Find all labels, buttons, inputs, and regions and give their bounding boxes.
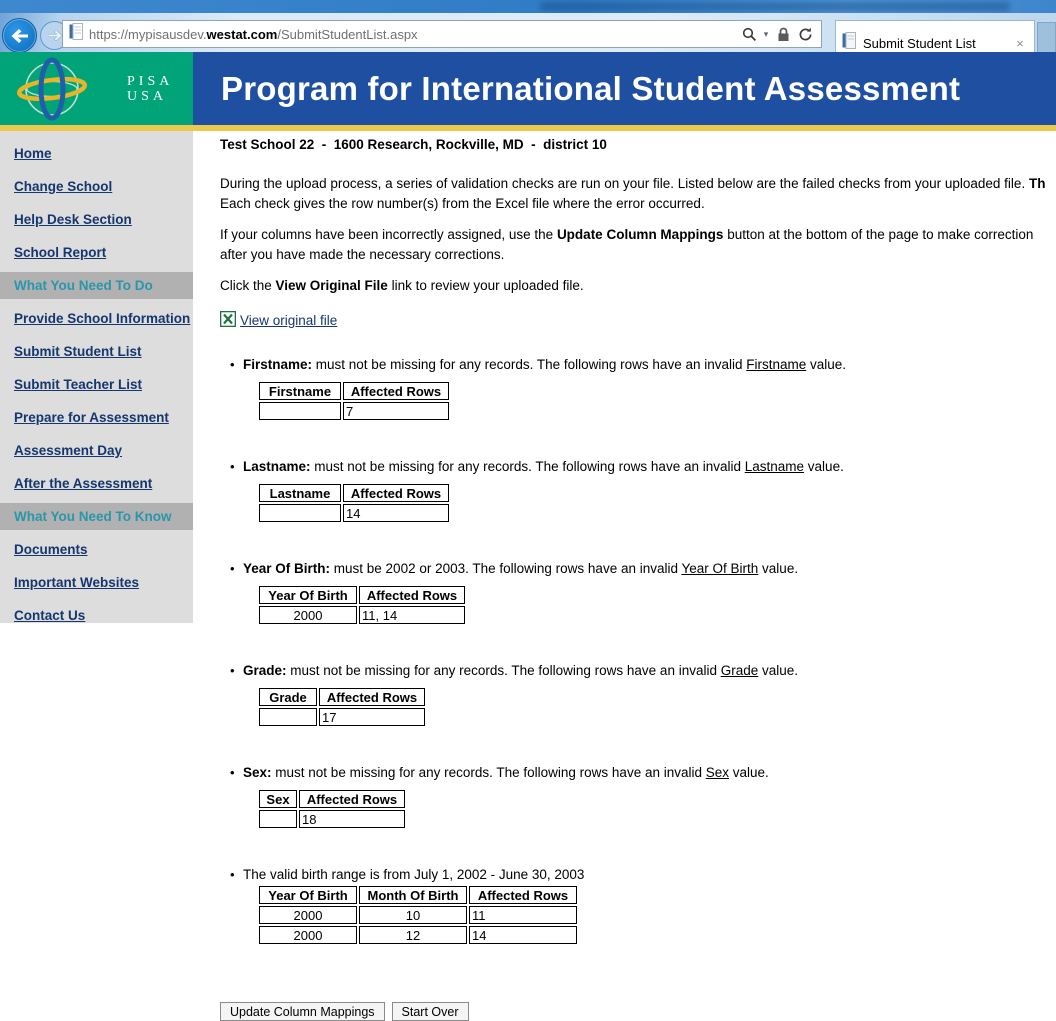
- sidebar-section-what-you-need-to-know: What You Need To Know: [0, 503, 193, 530]
- globe-icon: [0, 56, 125, 122]
- banner-title: Program for International Student Assessment: [221, 69, 961, 107]
- check-birth-range: • The valid birth range is from July 1, 2002 - June 30, 2003 Year Of Birth Month Of Birth Affected Rows 2000 10 11 2000 12 14: [243, 867, 1056, 946]
- validation-checks-list: [220, 357, 1056, 946]
- sidebar-item-school-report[interactable]: School Report: [14, 245, 107, 260]
- sidebar-item-help-desk-section[interactable]: Help Desk Section: [14, 212, 132, 227]
- url-text: https://mypisausdev.westat.com/SubmitStudentList.aspx: [89, 26, 418, 42]
- refresh-icon[interactable]: [795, 23, 815, 45]
- check-birth-range-table: Year Of Birth Month Of Birth Affected Rows 2000 10 11 2000 12 14: [257, 884, 579, 946]
- check-grade: • Grade: must not be missing for any records. The following rows have an invalid Grade value. Grade Affected Rows 17: [243, 663, 1056, 728]
- sidebar-item-contact-us[interactable]: Contact Us: [14, 608, 86, 623]
- excel-icon: [220, 311, 236, 330]
- check-sex: • Sex: must not be missing for any records. The following rows have an invalid Sex value. Sex Affected Rows 18: [243, 765, 1056, 830]
- sidebar-item-prepare-for-assessment[interactable]: Prepare for Assessment: [14, 410, 169, 425]
- view-file-paragraph: Click the View Original File link to review your uploaded file.: [220, 278, 584, 293]
- check-sex-table: Sex Affected Rows 18: [257, 788, 407, 830]
- check-firstname: • Firstname: must not be missing for any records. The following rows have an invalid Firstname value. Firstname Affected Rows 7: [243, 357, 1056, 422]
- titlebar: [0, 0, 1056, 13]
- sidebar-item-documents[interactable]: Documents: [14, 542, 88, 557]
- banner: [193, 52, 1056, 125]
- browser-toolbar: [0, 13, 1056, 52]
- sidebar-item-important-websites[interactable]: Important Websites: [14, 575, 140, 590]
- sidebar-item-submit-teacher-list[interactable]: Submit Teacher List: [14, 377, 143, 392]
- tab-close-icon[interactable]: ×: [1016, 35, 1024, 51]
- sidebar-item-submit-student-list[interactable]: Submit Student List: [14, 344, 142, 359]
- start-over-button[interactable]: Start Over: [392, 1002, 469, 1021]
- update-column-mappings-button[interactable]: Update Column Mappings: [220, 1002, 385, 1021]
- search-dropdown-icon[interactable]: ▾: [763, 28, 769, 39]
- sidebar-nav: [0, 131, 193, 623]
- intro-paragraph: During the upload process, a series of validation checks are run on your file. Listed below are the failed checks from your uploaded file. Th Each check gives the row number(s) from the Excel file where the error occurred.: [220, 176, 1046, 211]
- tab-page-icon: [842, 32, 856, 54]
- check-lastname-table: Lastname Affected Rows 14: [257, 482, 451, 524]
- sidebar-section-what-you-need-to-do: What You Need To Do: [0, 272, 193, 299]
- address-bar[interactable]: [62, 20, 822, 48]
- main-content: [193, 131, 1056, 1021]
- mappings-paragraph: If your columns have been incorrectly assigned, use the Update Column Mappings button at the bottom of the page to make correction after you have made the necessary corrections.: [220, 227, 1034, 262]
- sidebar-item-home[interactable]: Home: [14, 146, 52, 161]
- pisa-logo: [0, 52, 193, 125]
- new-tab-button[interactable]: [1037, 22, 1056, 53]
- sidebar-item-provide-school-information[interactable]: Provide School Information: [14, 311, 191, 326]
- back-button[interactable]: [2, 18, 37, 53]
- check-firstname-table: Firstname Affected Rows 7: [257, 380, 451, 422]
- titlebar-ghost-text: [540, 2, 1010, 11]
- lock-icon: [773, 23, 793, 45]
- page-icon: [69, 23, 83, 45]
- view-original-file-link[interactable]: View original file: [240, 313, 338, 328]
- check-year-of-birth-table: Year Of Birth Affected Rows 2000 11, 14: [257, 584, 467, 626]
- check-grade-table: Grade Affected Rows 17: [257, 686, 427, 728]
- school-header: Test School 22 - 1600 Research, Rockville, MD - district 10: [220, 137, 607, 152]
- search-icon[interactable]: [739, 23, 759, 45]
- check-lastname: • Lastname: must not be missing for any records. The following rows have an invalid Lastname value. Lastname Affected Rows 14: [243, 459, 1056, 524]
- tab-title: Submit Student List: [863, 35, 976, 51]
- back-arrow-icon: [11, 29, 28, 43]
- check-year-of-birth: • Year Of Birth: must be 2002 or 2003. The following rows have an invalid Year Of Birth value. Year Of Birth Affected Rows 2000 11, 14: [243, 561, 1056, 626]
- sidebar-item-assessment-day[interactable]: Assessment Day: [14, 443, 123, 458]
- forward-arrow-icon: [48, 30, 62, 41]
- sidebar-item-after-the-assessment[interactable]: After the Assessment: [14, 476, 153, 491]
- sidebar-item-change-school[interactable]: Change School: [14, 179, 113, 194]
- pisa-logo-text: PISA USA: [127, 73, 174, 104]
